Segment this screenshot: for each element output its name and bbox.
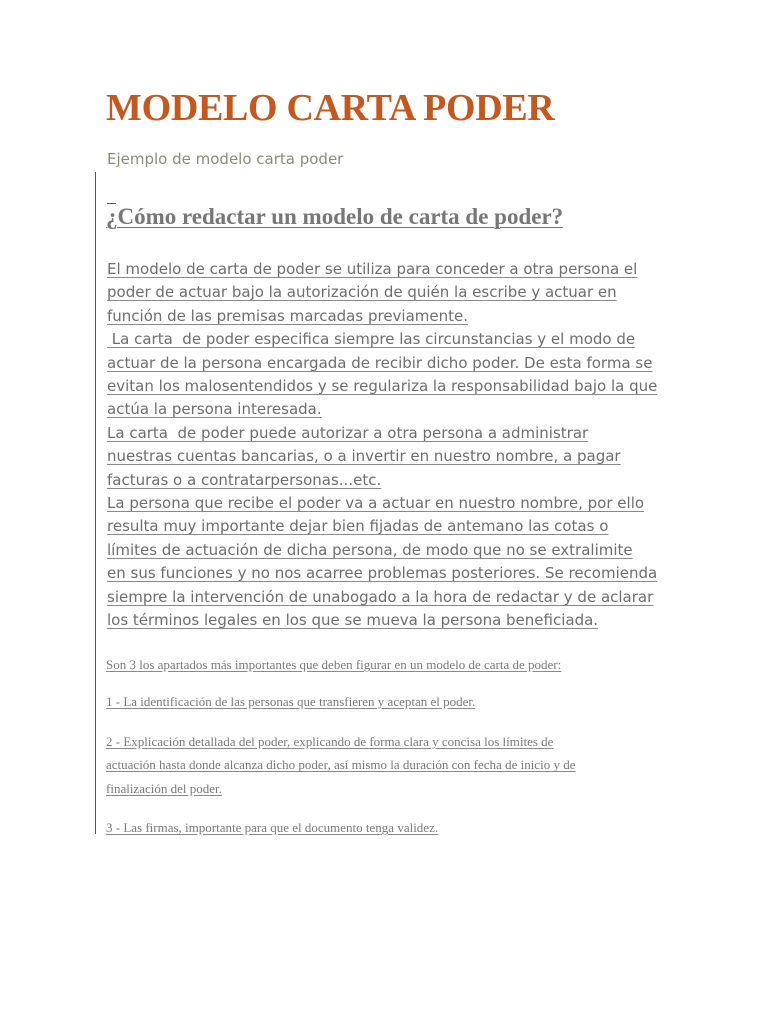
sections-intro bbox=[106, 653, 666, 676]
body-line: límites de actuación de dicha persona, de modo que no se extralimite bbox=[107, 540, 633, 559]
body-line: función de las premisas marcadas previamente. bbox=[107, 306, 469, 325]
section-heading: ¿Cómo redactar un modelo de carta de poder? bbox=[106, 204, 564, 229]
body-line: La carta de poder puede autorizar a otra persona a administrar bbox=[107, 423, 589, 442]
left-margin-rule bbox=[95, 172, 96, 834]
body-line: en sus funciones y no nos acarree problemas posteriores. Se recomienda bbox=[107, 564, 658, 583]
body-line: actúa la persona interesada. bbox=[107, 400, 322, 419]
body-line: siempre la intervención de unabogado a la hora de redactar y de aclarar bbox=[107, 587, 654, 606]
document-title: MODELO CARTA PODER bbox=[106, 87, 555, 129]
document-subtitle: Ejemplo de modelo carta poder bbox=[107, 150, 344, 168]
body-line: evitan los malosentendidos y se regulariza la responsabilidad bajo la que bbox=[107, 377, 658, 396]
intro-line: Son 3 los apartados más importantes que deben figurar en un modelo de carta de poder: bbox=[106, 657, 562, 672]
body-line: El modelo de carta de poder se utiliza para conceder a otra persona el bbox=[107, 260, 638, 278]
item-line: 2 - Explicación detallada del poder, explicando de forma clara y concisa los límites de bbox=[106, 734, 554, 749]
body-line: poder de actuar bajo la autorización de quién la escribe y actuar en bbox=[107, 283, 617, 302]
body-line: los términos legales en los que se mueva la persona beneficiada. bbox=[107, 611, 599, 630]
list-item-1 bbox=[106, 690, 666, 713]
body-line: La persona que recibe el poder va a actuar en nuestro nombre, por ello bbox=[107, 494, 645, 513]
body-line: resulta muy importante dejar bien fijadas de antemano las cotas o bbox=[107, 517, 609, 536]
body-line: facturas o a contratarpersonas...etc. bbox=[107, 470, 382, 489]
body-line: La carta de poder especifica siempre las circunstancias y el modo de bbox=[107, 330, 636, 349]
body-line: nuestras cuentas bancarias, o a invertir en nuestro nombre, a pagar bbox=[107, 447, 621, 466]
list-item-2 bbox=[106, 730, 666, 800]
list-item-3 bbox=[106, 816, 666, 839]
body-paragraphs bbox=[107, 258, 667, 633]
item-line: 1 - La identificación de las personas que transfieren y aceptan el poder. bbox=[106, 694, 476, 709]
item-line: actuación hasta donde alcanza dicho poder, así mismo la duración con fecha de inicio y de bbox=[106, 757, 576, 773]
item-line: 3 - Las firmas, importante para que el documento tenga validez. bbox=[106, 820, 439, 835]
item-line: finalización del poder. bbox=[106, 780, 222, 796]
body-line: actuar de la persona encargada de recibir dicho poder. De esta forma se bbox=[107, 353, 653, 372]
